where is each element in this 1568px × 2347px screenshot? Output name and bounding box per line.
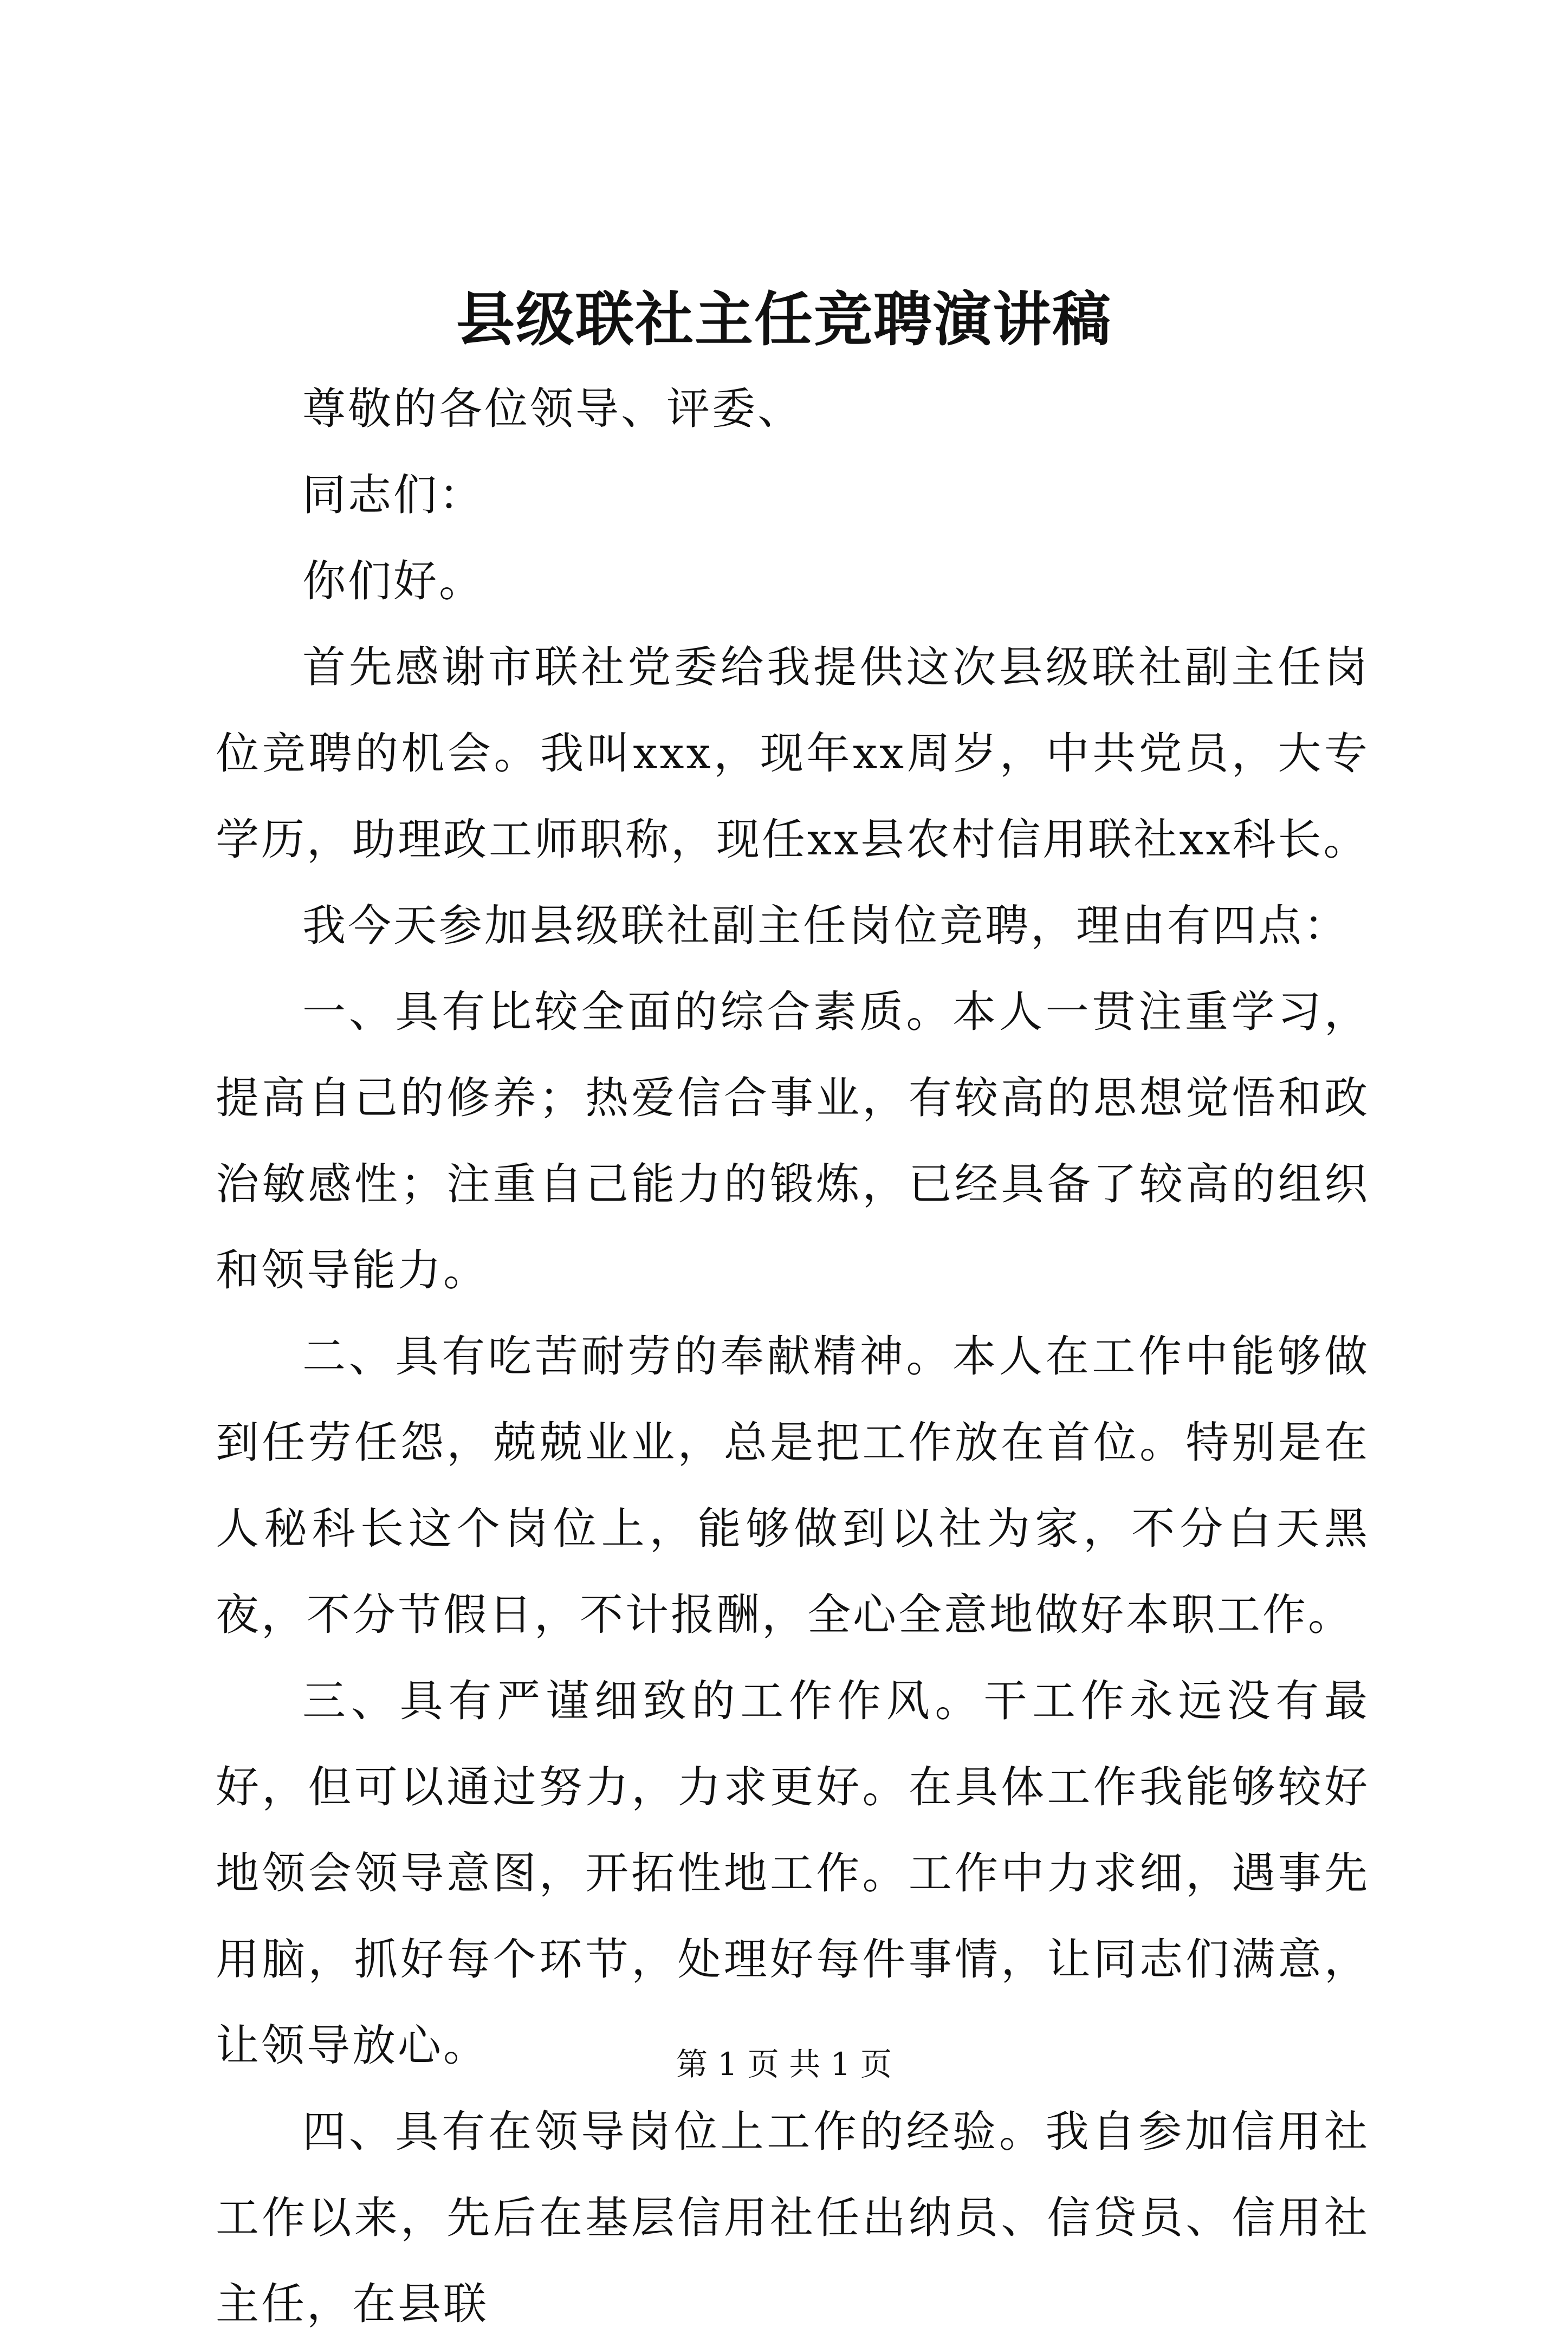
paragraph-greeting: 你们好。 (302, 556, 484, 606)
document-title: 县级联社主任竞聘演讲稿 (456, 286, 1112, 354)
paragraph-introduction: 首先感谢市联社党委给我提供这次县级联社副主任岗位竞聘的机会。我叫xxx，现年xx周岁，中共党员，大专学历，助理政工师职称，现任xx县农村信用联社xx科长。 (216, 642, 1370, 865)
paragraph-reason-1: 一、具有比较全面的综合素质。本人一贯注重学习，提高自己的修养；热爱信合事业，有较高的思想觉悟和政治敏感性；注重自己能力的锻炼，已经具备了较高的组织和领导能力。 (216, 987, 1370, 1295)
page-footer: 第 1 页 共 1 页 (676, 2046, 892, 2083)
paragraph-reason-2: 二、具有吃苦耐劳的奉献精神。本人在工作中能够做到任劳任怨，兢兢业业，总是把工作放在首位。特别是在人秘科长这个岗位上，能够做到以社为家，不分白天黑夜，不分节假日，不计报酬，全心全意地做好本职工作。 (216, 1331, 1370, 1640)
paragraph-reason-4: 四、具有在领导岗位上工作的经验。我自参加信用社工作以来，先后在基层信用社任出纳员、信贷员、信用社主任，在县联 (216, 2106, 1370, 2329)
paragraph-salutation-1: 尊敬的各位领导、评委、 (302, 384, 803, 434)
paragraph-salutation-2: 同志们： (302, 470, 484, 520)
paragraph-reason-3: 三、具有严谨细致的工作作风。干工作永远没有最好，但可以通过努力，力求更好。在具体工作我能够较好地领会领导意图，开拓性地工作。工作中力求细，遇事先用脑，抓好每个环节，处理好每件事情，让同志们满意，让领导放心。 (216, 1676, 1370, 2071)
paragraph-reasons-intro: 我今天参加县级联社副主任岗位竞聘，理由有四点： (302, 900, 1349, 951)
